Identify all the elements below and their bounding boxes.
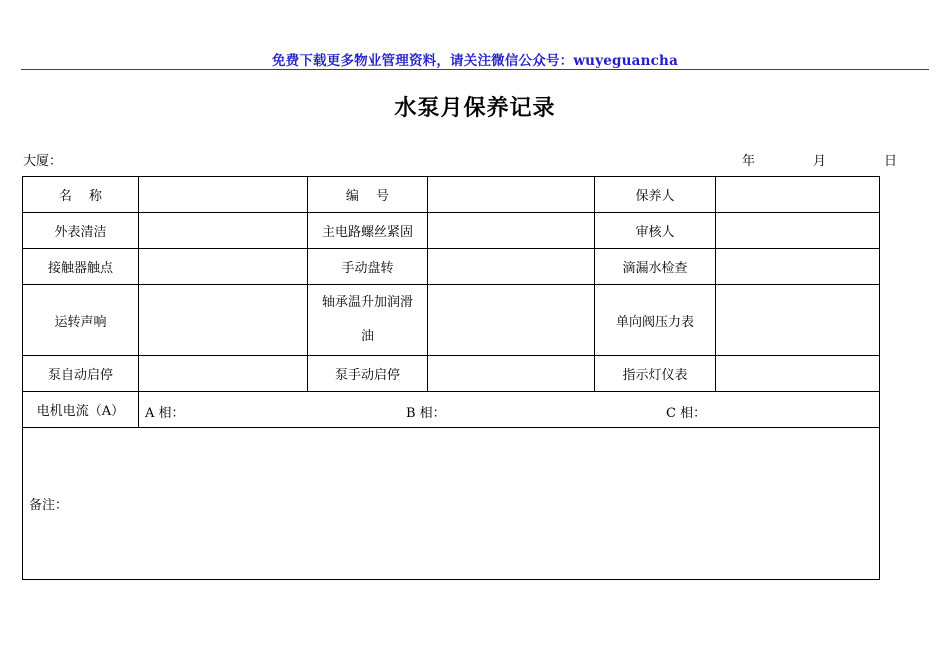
field-label-manual-start-stop: 泵手动启停: [308, 356, 428, 392]
field-value-manual-rotation[interactable]: [428, 249, 595, 285]
date-month-label: 月: [813, 154, 827, 169]
phase-c-label: C 相：: [666, 405, 707, 421]
field-label-check-valve-gauge: 单向阀压力表: [595, 285, 716, 356]
table-row: [23, 285, 880, 356]
field-value-reviewer[interactable]: [716, 213, 880, 249]
field-label-line: 轴承温升加润滑: [321, 295, 413, 310]
field-label-maintainer: 保养人: [595, 177, 716, 213]
field-value-running-noise[interactable]: [139, 285, 308, 356]
field-value-contactor-points[interactable]: [139, 249, 308, 285]
field-value-check-valve-gauge[interactable]: [716, 285, 880, 356]
building-label: 大厦：: [23, 154, 63, 169]
header-divider: [21, 69, 929, 70]
field-label-leak-check: 滴漏水检查: [595, 249, 716, 285]
date-year-label: 年: [742, 154, 756, 169]
table-row: [23, 213, 880, 249]
field-value-manual-start-stop[interactable]: [428, 356, 595, 392]
table-row: [23, 392, 880, 428]
table-row: [23, 249, 880, 285]
field-label-exterior-cleaning: 外表清洁: [23, 213, 139, 249]
field-label-manual-rotation: 手动盘转: [308, 249, 428, 285]
field-label-motor-current: 电机电流（A）: [23, 392, 139, 428]
page-title: 水泵月保养记录: [394, 96, 556, 121]
field-value-exterior-cleaning[interactable]: [139, 213, 308, 249]
table-row: [23, 428, 880, 580]
field-value-name[interactable]: [139, 177, 308, 213]
field-label-contactor-points: 接触器触点: [23, 249, 139, 285]
field-label-running-noise: 运转声响: [23, 285, 139, 356]
field-value-number[interactable]: [428, 177, 595, 213]
field-label-indicator-instruments: 指示灯仪表: [595, 356, 716, 392]
motor-current-values[interactable]: [139, 392, 880, 428]
table-row: [23, 177, 880, 213]
maintenance-record-table: [22, 176, 880, 580]
remarks-label: 备注：: [29, 498, 69, 513]
field-label-main-circuit-screws: 主电路螺丝紧固: [308, 213, 428, 249]
phase-b-label: B 相：: [406, 405, 446, 421]
field-value-bearing-temperature[interactable]: [428, 285, 595, 356]
date-day-label: 日: [884, 154, 898, 169]
field-label-line: 油: [360, 329, 374, 344]
field-label-reviewer: 审核人: [595, 213, 716, 249]
field-label-number: 编 号: [308, 177, 428, 213]
field-value-maintainer[interactable]: [716, 177, 880, 213]
phase-a-label: A 相：: [145, 405, 185, 421]
field-value-main-circuit-screws[interactable]: [428, 213, 595, 249]
field-label-name: 名 称: [23, 177, 139, 213]
motor-current-phases: [145, 402, 873, 421]
field-label-bearing-temperature: [308, 285, 428, 356]
field-value-auto-start-stop[interactable]: [139, 356, 308, 392]
table-row: [23, 356, 880, 392]
remarks-area[interactable]: [23, 428, 880, 580]
header-note: 免费下载更多物业管理资料，请关注微信公众号：wuyeguancha: [271, 53, 679, 69]
field-label-auto-start-stop: 泵自动启停: [23, 356, 139, 392]
field-value-leak-check[interactable]: [716, 249, 880, 285]
field-value-indicator-instruments[interactable]: [716, 356, 880, 392]
